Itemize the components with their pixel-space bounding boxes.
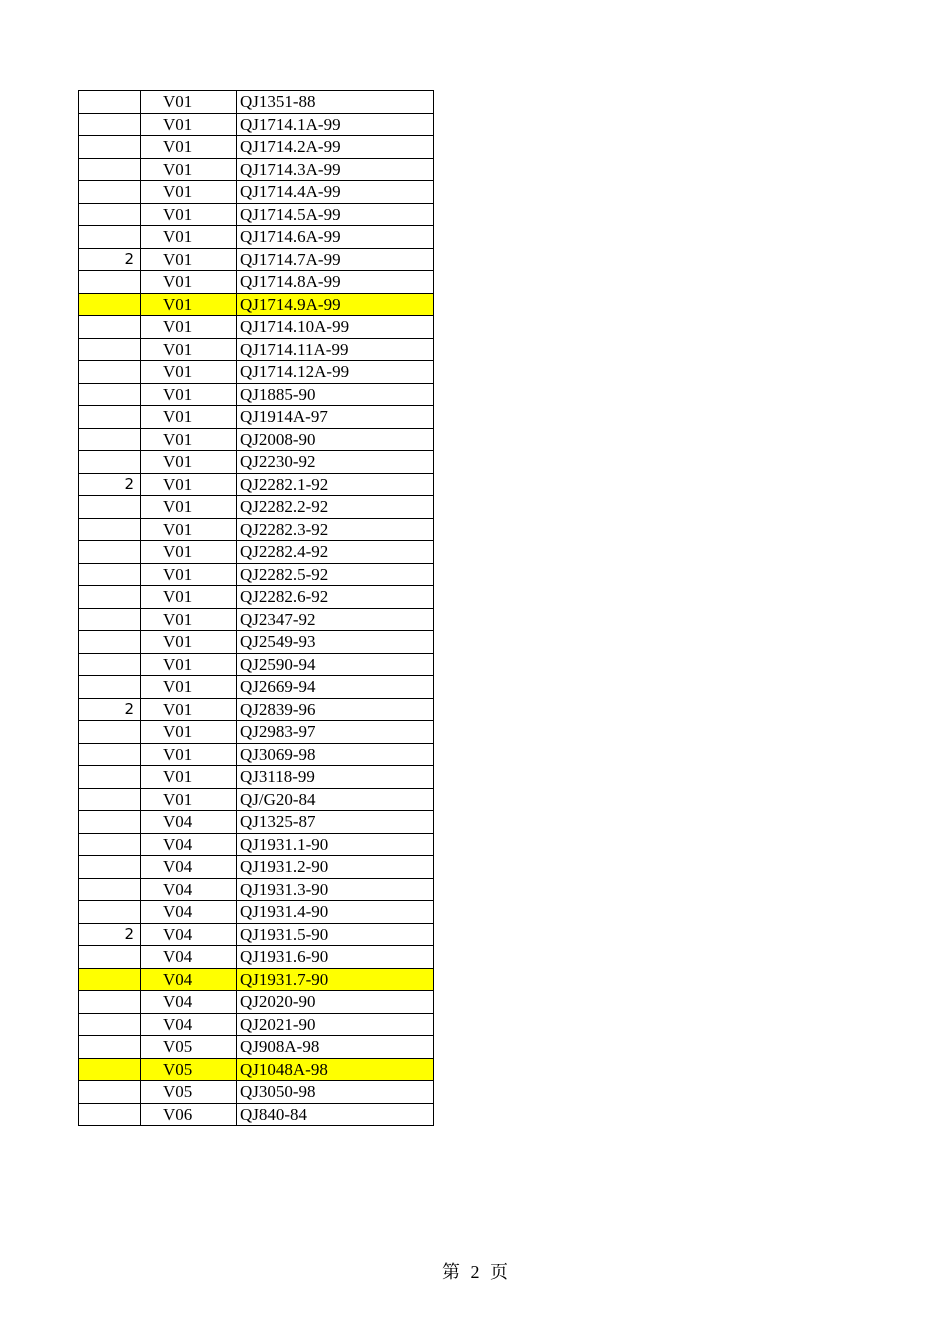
table-row — [79, 563, 434, 586]
table-row — [79, 496, 434, 519]
category-cell[interactable]: V01 — [141, 653, 237, 676]
category-cell[interactable]: V01 — [141, 428, 237, 451]
table-row — [79, 136, 434, 159]
table-row — [79, 811, 434, 834]
standard-code-cell[interactable]: QJ2008-90 — [237, 428, 434, 451]
mark-cell[interactable] — [79, 1103, 141, 1126]
mark-cell[interactable] — [79, 991, 141, 1014]
category-cell[interactable]: V01 — [141, 518, 237, 541]
standard-code-cell[interactable]: QJ3118-99 — [237, 766, 434, 789]
mark-cell[interactable] — [79, 563, 141, 586]
standard-code-cell[interactable]: QJ1714.3A-99 — [237, 158, 434, 181]
category-cell[interactable]: V01 — [141, 248, 237, 271]
category-cell[interactable]: V05 — [141, 1081, 237, 1104]
standard-code-cell[interactable]: QJ1714.5A-99 — [237, 203, 434, 226]
mark-cell[interactable] — [79, 1013, 141, 1036]
table-row — [79, 158, 434, 181]
category-cell[interactable]: V01 — [141, 676, 237, 699]
category-cell[interactable]: V01 — [141, 271, 237, 294]
category-cell[interactable]: V01 — [141, 113, 237, 136]
table-row — [79, 878, 434, 901]
category-cell[interactable]: V01 — [141, 608, 237, 631]
standard-code-cell[interactable]: QJ1931.1-90 — [237, 833, 434, 856]
category-cell[interactable]: V01 — [141, 496, 237, 519]
category-cell[interactable]: V01 — [141, 158, 237, 181]
category-cell[interactable]: V01 — [141, 473, 237, 496]
standard-code-cell[interactable]: QJ840-84 — [237, 1103, 434, 1126]
table-row — [79, 1058, 434, 1081]
standard-code-cell[interactable]: QJ3069-98 — [237, 743, 434, 766]
table-row — [79, 856, 434, 879]
mark-cell[interactable] — [79, 293, 141, 316]
standard-code-cell[interactable]: QJ1931.5-90 — [237, 923, 434, 946]
table-row — [79, 946, 434, 969]
table-row — [79, 91, 434, 114]
standard-code-cell[interactable]: QJ2590-94 — [237, 653, 434, 676]
mark-cell[interactable] — [79, 338, 141, 361]
standard-code-cell[interactable]: QJ1714.6A-99 — [237, 226, 434, 249]
standard-code-cell[interactable]: QJ1885-90 — [237, 383, 434, 406]
category-cell[interactable]: V01 — [141, 203, 237, 226]
table-row — [79, 338, 434, 361]
category-cell[interactable]: V01 — [141, 383, 237, 406]
standards-table-body — [79, 91, 434, 1126]
mark-cell[interactable] — [79, 428, 141, 451]
standard-code-cell[interactable]: QJ1714.12A-99 — [237, 361, 434, 384]
mark-cell[interactable]: 2 — [79, 473, 141, 496]
standard-code-cell[interactable]: QJ1714.4A-99 — [237, 181, 434, 204]
standard-code-cell[interactable]: QJ2347-92 — [237, 608, 434, 631]
mark-cell[interactable] — [79, 496, 141, 519]
category-cell[interactable]: V01 — [141, 91, 237, 114]
standard-code-cell[interactable]: QJ2282.6-92 — [237, 586, 434, 609]
category-cell[interactable]: V01 — [141, 338, 237, 361]
category-cell[interactable]: V01 — [141, 631, 237, 654]
mark-cell[interactable] — [79, 788, 141, 811]
standard-code-cell[interactable]: QJ1714.8A-99 — [237, 271, 434, 294]
standard-code-cell[interactable]: QJ1714.11A-99 — [237, 338, 434, 361]
table-row — [79, 541, 434, 564]
category-cell[interactable]: V05 — [141, 1058, 237, 1081]
mark-cell[interactable] — [79, 136, 141, 159]
mark-cell[interactable] — [79, 833, 141, 856]
mark-cell[interactable] — [79, 361, 141, 384]
standard-code-cell[interactable]: QJ1714.9A-99 — [237, 293, 434, 316]
standard-code-cell[interactable]: QJ1914A-97 — [237, 406, 434, 429]
category-cell[interactable]: V01 — [141, 698, 237, 721]
standard-code-cell[interactable]: QJ1931.4-90 — [237, 901, 434, 924]
table-row — [79, 721, 434, 744]
table-row — [79, 518, 434, 541]
mark-cell[interactable] — [79, 743, 141, 766]
standard-code-cell[interactable]: QJ1714.7A-99 — [237, 248, 434, 271]
standard-code-cell[interactable]: QJ2230-92 — [237, 451, 434, 474]
standard-code-cell[interactable]: QJ2021-90 — [237, 1013, 434, 1036]
mark-cell[interactable]: 2 — [79, 698, 141, 721]
mark-cell[interactable] — [79, 1058, 141, 1081]
mark-cell[interactable] — [79, 653, 141, 676]
category-cell[interactable]: V04 — [141, 878, 237, 901]
mark-cell[interactable] — [79, 878, 141, 901]
category-cell[interactable]: V01 — [141, 226, 237, 249]
category-cell[interactable]: V04 — [141, 833, 237, 856]
category-cell[interactable]: V01 — [141, 563, 237, 586]
table-row — [79, 923, 434, 946]
standard-code-cell[interactable]: QJ1714.10A-99 — [237, 316, 434, 339]
category-cell[interactable]: V04 — [141, 1013, 237, 1036]
mark-cell[interactable] — [79, 316, 141, 339]
table-row — [79, 766, 434, 789]
standard-code-cell[interactable]: QJ2020-90 — [237, 991, 434, 1014]
standard-code-cell[interactable]: QJ2282.4-92 — [237, 541, 434, 564]
table-row — [79, 248, 434, 271]
table-row — [79, 113, 434, 136]
table-row — [79, 226, 434, 249]
standard-code-cell[interactable]: QJ1714.1A-99 — [237, 113, 434, 136]
mark-cell[interactable] — [79, 946, 141, 969]
table-row — [79, 1013, 434, 1036]
category-cell[interactable]: V04 — [141, 811, 237, 834]
standard-code-cell[interactable]: QJ1351-88 — [237, 91, 434, 114]
table-row — [79, 901, 434, 924]
category-cell[interactable]: V04 — [141, 901, 237, 924]
category-cell[interactable]: V01 — [141, 743, 237, 766]
table-row — [79, 473, 434, 496]
mark-cell[interactable] — [79, 271, 141, 294]
mark-cell[interactable] — [79, 541, 141, 564]
standard-code-cell[interactable]: QJ1048A-98 — [237, 1058, 434, 1081]
mark-cell[interactable] — [79, 91, 141, 114]
table-row — [79, 181, 434, 204]
table-row — [79, 383, 434, 406]
standard-code-cell[interactable]: QJ2282.5-92 — [237, 563, 434, 586]
table-row — [79, 293, 434, 316]
mark-cell[interactable] — [79, 608, 141, 631]
mark-cell[interactable] — [79, 158, 141, 181]
table-row — [79, 428, 434, 451]
category-cell[interactable]: V01 — [141, 361, 237, 384]
table-row — [79, 1081, 434, 1104]
mark-cell[interactable] — [79, 856, 141, 879]
mark-cell[interactable] — [79, 1036, 141, 1059]
table-row — [79, 991, 434, 1014]
standard-code-cell[interactable]: QJ1714.2A-99 — [237, 136, 434, 159]
table-row — [79, 203, 434, 226]
category-cell[interactable]: V01 — [141, 451, 237, 474]
standard-code-cell[interactable]: QJ2282.1-92 — [237, 473, 434, 496]
category-cell[interactable]: V01 — [141, 586, 237, 609]
mark-cell[interactable]: 2 — [79, 248, 141, 271]
mark-cell[interactable] — [79, 406, 141, 429]
mark-cell[interactable] — [79, 901, 141, 924]
table-row — [79, 316, 434, 339]
category-cell[interactable]: V04 — [141, 968, 237, 991]
category-cell[interactable]: V01 — [141, 293, 237, 316]
mark-cell[interactable] — [79, 811, 141, 834]
standard-code-cell[interactable]: QJ1931.7-90 — [237, 968, 434, 991]
mark-cell[interactable] — [79, 766, 141, 789]
table-row — [79, 631, 434, 654]
category-cell[interactable]: V05 — [141, 1036, 237, 1059]
standard-code-cell[interactable]: QJ1931.3-90 — [237, 878, 434, 901]
standard-code-cell[interactable]: QJ1325-87 — [237, 811, 434, 834]
mark-cell[interactable] — [79, 968, 141, 991]
mark-cell[interactable]: 2 — [79, 923, 141, 946]
standard-code-cell[interactable]: QJ1931.2-90 — [237, 856, 434, 879]
category-cell[interactable]: V01 — [141, 181, 237, 204]
category-cell[interactable]: V04 — [141, 856, 237, 879]
mark-cell[interactable] — [79, 113, 141, 136]
table-row — [79, 586, 434, 609]
table-row — [79, 361, 434, 384]
category-cell[interactable]: V01 — [141, 788, 237, 811]
standard-code-cell[interactable]: QJ2549-93 — [237, 631, 434, 654]
mark-cell[interactable] — [79, 451, 141, 474]
table-row — [79, 788, 434, 811]
table-row — [79, 653, 434, 676]
mark-cell[interactable] — [79, 181, 141, 204]
table-row — [79, 271, 434, 294]
mark-cell[interactable] — [79, 383, 141, 406]
page-number: 第 2 页 — [442, 1262, 508, 1282]
table-row — [79, 1036, 434, 1059]
standard-code-cell[interactable]: QJ908A-98 — [237, 1036, 434, 1059]
table-row — [79, 451, 434, 474]
table-row — [79, 698, 434, 721]
standards-table — [78, 90, 434, 1126]
table-row — [79, 743, 434, 766]
table-row — [79, 1103, 434, 1126]
category-cell[interactable]: V01 — [141, 136, 237, 159]
category-cell[interactable]: V04 — [141, 923, 237, 946]
standard-code-cell[interactable]: QJ/G20-84 — [237, 788, 434, 811]
category-cell[interactable]: V01 — [141, 406, 237, 429]
table-row — [79, 406, 434, 429]
standard-code-cell[interactable]: QJ2983-97 — [237, 721, 434, 744]
table-row — [79, 608, 434, 631]
standard-code-cell[interactable]: QJ1931.6-90 — [237, 946, 434, 969]
category-cell[interactable]: V01 — [141, 721, 237, 744]
category-cell[interactable]: V04 — [141, 946, 237, 969]
standard-code-cell[interactable]: QJ2669-94 — [237, 676, 434, 699]
category-cell[interactable]: V01 — [141, 766, 237, 789]
category-cell[interactable]: V04 — [141, 991, 237, 1014]
table-row — [79, 968, 434, 991]
category-cell[interactable]: V01 — [141, 316, 237, 339]
standard-code-cell[interactable]: QJ2282.3-92 — [237, 518, 434, 541]
mark-cell[interactable] — [79, 518, 141, 541]
standard-code-cell[interactable]: QJ3050-98 — [237, 1081, 434, 1104]
standard-code-cell[interactable]: QJ2839-96 — [237, 698, 434, 721]
mark-cell[interactable] — [79, 631, 141, 654]
mark-cell[interactable] — [79, 676, 141, 699]
standard-code-cell[interactable]: QJ2282.2-92 — [237, 496, 434, 519]
mark-cell[interactable] — [79, 721, 141, 744]
mark-cell[interactable] — [79, 203, 141, 226]
category-cell[interactable]: V06 — [141, 1103, 237, 1126]
category-cell[interactable]: V01 — [141, 541, 237, 564]
mark-cell[interactable] — [79, 586, 141, 609]
mark-cell[interactable] — [79, 1081, 141, 1104]
mark-cell[interactable] — [79, 226, 141, 249]
table-row — [79, 676, 434, 699]
table-row — [79, 833, 434, 856]
